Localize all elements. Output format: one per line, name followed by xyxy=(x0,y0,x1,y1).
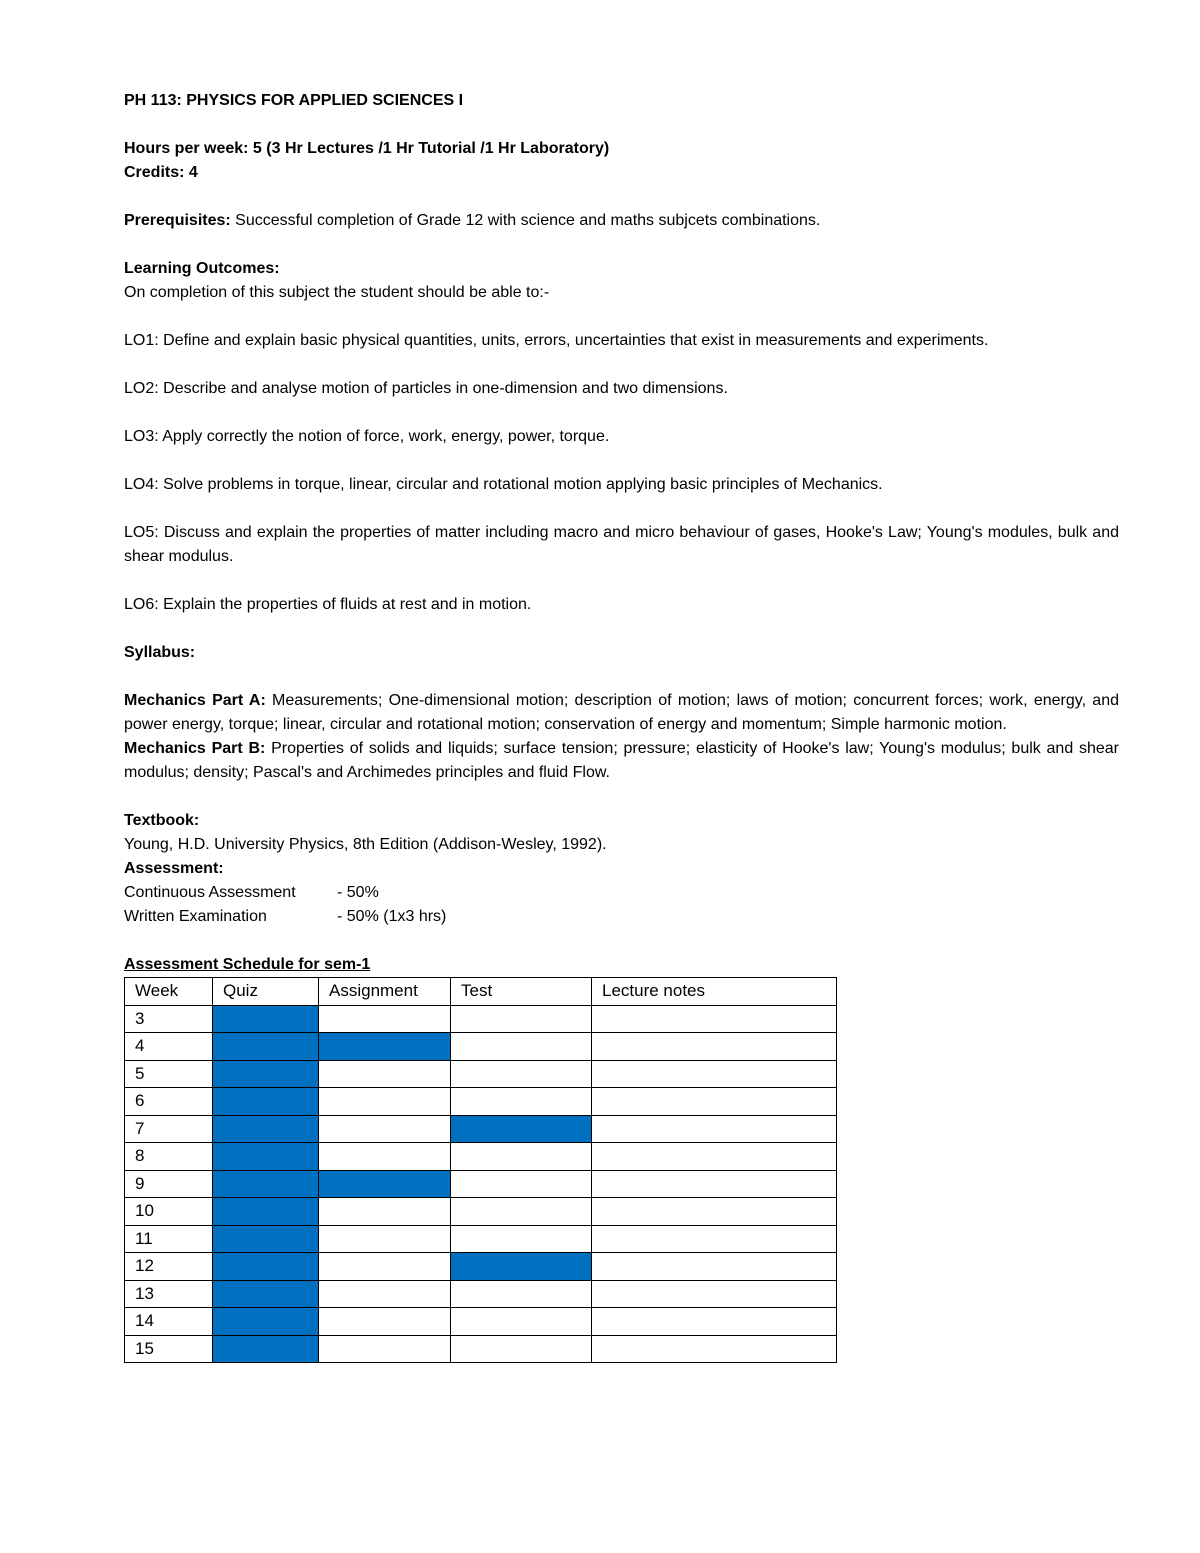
table-row xyxy=(125,1115,837,1143)
quiz-cell xyxy=(213,1088,319,1116)
learning-outcomes-intro: On completion of this subject the student should be able to:- xyxy=(124,284,550,301)
table-row xyxy=(125,1005,837,1033)
lecture-notes-cell xyxy=(592,1253,837,1281)
header-lecture-notes: Lecture notes xyxy=(592,978,837,1006)
quiz-cell xyxy=(213,1115,319,1143)
table-row xyxy=(125,1088,837,1116)
table-row xyxy=(125,1143,837,1171)
syllabus-part-b xyxy=(124,737,1119,785)
header-test: Test xyxy=(451,978,592,1006)
learning-outcome-4: LO4: Solve problems in torque, linear, circular and rotational motion applying basic principles of Mechanics. xyxy=(124,476,883,493)
hours-per-week: Hours per week: 5 (3 Hr Lectures /1 Hr Tutorial /1 Hr Laboratory) xyxy=(124,140,610,157)
credits: Credits: 4 xyxy=(124,164,198,181)
quiz-cell xyxy=(213,1033,319,1061)
table-row xyxy=(125,1225,837,1253)
quiz-cell xyxy=(213,1225,319,1253)
quiz-cell xyxy=(213,1170,319,1198)
week-cell: 10 xyxy=(125,1198,213,1226)
test-cell xyxy=(451,1033,592,1061)
test-cell xyxy=(451,1308,592,1336)
week-cell: 4 xyxy=(125,1033,213,1061)
learning-outcomes-label: Learning Outcomes: xyxy=(124,260,280,277)
header-assignment: Assignment xyxy=(319,978,451,1006)
week-cell: 5 xyxy=(125,1060,213,1088)
part-a-text: Measurements; One-dimensional motion; description of motion; laws of motion; concurrent forces; work, energy, and power energy, torque; linear, circular and rotational motion; conservation of energy and momentum; Simple harmonic motion. xyxy=(124,692,1120,733)
assignment-cell xyxy=(319,1033,451,1061)
schedule-title: Assessment Schedule for sem-1 xyxy=(124,956,371,973)
table-row xyxy=(125,1253,837,1281)
quiz-cell xyxy=(213,1280,319,1308)
lecture-notes-cell xyxy=(592,1115,837,1143)
table-row xyxy=(125,1308,837,1336)
assignment-cell xyxy=(319,1198,451,1226)
learning-outcome-1: LO1: Define and explain basic physical quantities, units, errors, uncertainties that exist in measurements and experiments. xyxy=(124,332,989,349)
assessment-value: - 50% (1x3 hrs) xyxy=(337,908,447,925)
week-cell: 15 xyxy=(125,1335,213,1363)
table-row xyxy=(125,1335,837,1363)
lecture-notes-cell xyxy=(592,1335,837,1363)
lecture-notes-cell xyxy=(592,1033,837,1061)
assignment-cell xyxy=(319,1280,451,1308)
lecture-notes-cell xyxy=(592,1170,837,1198)
document-page xyxy=(124,89,1119,1363)
test-cell xyxy=(451,1115,592,1143)
lecture-notes-cell xyxy=(592,1143,837,1171)
prerequisites xyxy=(124,209,1119,233)
lecture-notes-cell xyxy=(592,1088,837,1116)
quiz-cell xyxy=(213,1335,319,1363)
test-cell xyxy=(451,1088,592,1116)
lecture-notes-cell xyxy=(592,1280,837,1308)
textbook-label: Textbook: xyxy=(124,812,200,829)
part-a-label: Mechanics Part A: xyxy=(124,692,266,709)
part-b-label: Mechanics Part B: xyxy=(124,740,266,757)
assignment-cell xyxy=(319,1005,451,1033)
quiz-cell xyxy=(213,1060,319,1088)
part-b-text: Properties of solids and liquids; surface tension; pressure; elasticity of Hooke's law; Young's modulus; bulk and shear modulus; density; Pascal's and Archimedes principles and fluid Flow. xyxy=(124,740,1119,781)
assessment-row-written xyxy=(124,905,1119,929)
week-cell: 7 xyxy=(125,1115,213,1143)
test-cell xyxy=(451,1280,592,1308)
test-cell xyxy=(451,1225,592,1253)
quiz-cell xyxy=(213,1143,319,1171)
assessment-label: Assessment: xyxy=(124,860,224,877)
header-week: Week xyxy=(125,978,213,1006)
prerequisites-text: Successful completion of Grade 12 with science and maths subjcets combinations. xyxy=(230,212,821,229)
week-cell: 11 xyxy=(125,1225,213,1253)
learning-outcome-6: LO6: Explain the properties of fluids at rest and in motion. xyxy=(124,596,532,613)
table-header-row xyxy=(125,978,837,1006)
week-cell: 12 xyxy=(125,1253,213,1281)
week-cell: 14 xyxy=(125,1308,213,1336)
assignment-cell xyxy=(319,1088,451,1116)
assessment-name: Written Examination xyxy=(124,908,267,925)
test-cell xyxy=(451,1198,592,1226)
test-cell xyxy=(451,1170,592,1198)
quiz-cell xyxy=(213,1253,319,1281)
textbook-text: Young, H.D. University Physics, 8th Edition (Addison-Wesley, 1992). xyxy=(124,836,607,853)
week-cell: 8 xyxy=(125,1143,213,1171)
assignment-cell xyxy=(319,1115,451,1143)
test-cell xyxy=(451,1060,592,1088)
quiz-cell xyxy=(213,1308,319,1336)
assignment-cell xyxy=(319,1225,451,1253)
test-cell xyxy=(451,1335,592,1363)
course-title: PH 113: PHYSICS FOR APPLIED SCIENCES I xyxy=(124,92,464,109)
quiz-cell xyxy=(213,1198,319,1226)
prerequisites-label: Prerequisites: xyxy=(124,212,231,229)
week-cell: 3 xyxy=(125,1005,213,1033)
test-cell xyxy=(451,1143,592,1171)
assessment-name: Continuous Assessment xyxy=(124,884,296,901)
lecture-notes-cell xyxy=(592,1060,837,1088)
quiz-cell xyxy=(213,1005,319,1033)
week-cell: 13 xyxy=(125,1280,213,1308)
table-row xyxy=(125,1060,837,1088)
assessment-row-continuous xyxy=(124,881,1119,905)
assignment-cell xyxy=(319,1253,451,1281)
assignment-cell xyxy=(319,1060,451,1088)
header-quiz: Quiz xyxy=(213,978,319,1006)
assignment-cell xyxy=(319,1308,451,1336)
learning-outcome-3: LO3: Apply correctly the notion of force, work, energy, power, torque. xyxy=(124,428,610,445)
table-row xyxy=(125,1033,837,1061)
assignment-cell xyxy=(319,1143,451,1171)
table-row xyxy=(125,1198,837,1226)
table-row xyxy=(125,1170,837,1198)
lecture-notes-cell xyxy=(592,1005,837,1033)
lecture-notes-cell xyxy=(592,1308,837,1336)
test-cell xyxy=(451,1005,592,1033)
week-cell: 6 xyxy=(125,1088,213,1116)
lecture-notes-cell xyxy=(592,1225,837,1253)
learning-outcome-5: LO5: Discuss and explain the properties of matter including macro and micro behaviour of gases, Hooke's Law; Young's modules, bulk and shear modulus. xyxy=(124,524,1119,565)
table-row xyxy=(125,1280,837,1308)
learning-outcome-2: LO2: Describe and analyse motion of particles in one-dimension and two dimensions. xyxy=(124,380,728,397)
assignment-cell xyxy=(319,1170,451,1198)
assessment-schedule-table xyxy=(124,977,837,1363)
assessment-value: - 50% xyxy=(337,884,379,901)
syllabus-label: Syllabus: xyxy=(124,644,196,661)
week-cell: 9 xyxy=(125,1170,213,1198)
lecture-notes-cell xyxy=(592,1198,837,1226)
test-cell xyxy=(451,1253,592,1281)
syllabus-part-a xyxy=(124,689,1119,737)
assignment-cell xyxy=(319,1335,451,1363)
